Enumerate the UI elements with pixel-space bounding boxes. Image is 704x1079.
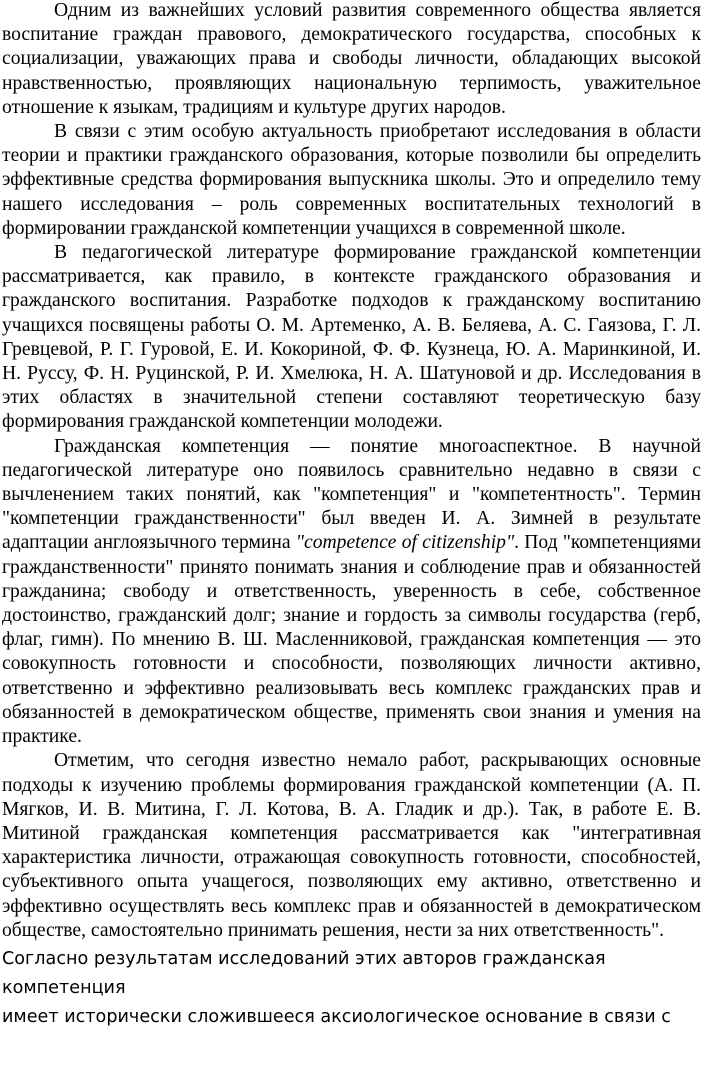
paragraph-literature-review: В педагогической литературе формирование гражданской компетенции рассматривается, как правило, в контексте гражданского образования и гражданского воспитания. Разработке подходов к гражданскому воспитанию учащихся посвящены работы О. М. Артеменко, А. В. Беляева, А. С. Гаязова, Г. Л. Гревцевой, Р. Г. Гуровой, Е. И. Кокориной, Ф. Ф. Кузнеца, Ю. А. Маринкиной, И. Н. Руссу, Ф. Н. Руцинской, Р. И. Хмелюка, Н. А. Шатуновой и др. Исследования в этих областях в значительной степени составляют теоретическую базу формирования гражданской компетенции молодежи.	[2, 242, 701, 433]
closing-line-2: имеет исторически сложившееся аксиологическое основание в связи с	[2, 1006, 671, 1027]
paragraph-intro: Одним из важнейших условий развития современного общества является воспитание граждан правового, демократического государства, способных к социализации, уважающих права и свободы личности, обладающих высокой нравственностью, проявляющих национальную терпимость, уважительное отношение к языкам, традициям и культуре других народов.	[2, 0, 701, 118]
english-term: "competence of citizenship"	[295, 532, 515, 554]
paragraph-approaches: Отметим, что сегодня известно немало работ, раскрывающих основные подходы к изучению проблемы формирования гражданской компетенции (А. П. Мягков, И. В. Митина, Г. Л. Котова, В. А. Гладик и др.). Так, в работе Е. В. Митиной гражданская компетенция рассматривается как "интегративная характеристика личности, отражающая совокупность готовности, способностей, субъективного опыта учащегося, позволяющих ему активно, ответственно и эффективно осуществлять весь комплекс прав и обязанностей в демократическом обществе, самостоятельно принимать решения, нести за них ответственность".	[2, 750, 701, 941]
paragraph-text-after-term: . Под "компетенциями гражданственности" принято понимать знания и соблюдение прав и обязанностей гражданина; свободу и ответственность, уверенность в себе, собственное достоинство, гражданский долг; знание и гордость за символы государства (герб, флаг, гимн). По мнению В. Ш. Масленниковой, гражданская компетенция — это совокупность готовности и способности, позволяющих личности активно, ответственно и эффективно реализовывать весь комплекс гражданских прав и обязанностей в демократическом обществе, применять свои знания и умения на практике.	[2, 532, 701, 748]
closing-lines	[2, 945, 701, 1032]
paragraph-text-before-term: Гражданская компетенция — понятие многоаспектное. В научной педагогической литературе оно появилось сравнительно недавно в связи с вычленением таких понятий, как "компетенция" и "компетентность". Термин "компетенции гражданственности" был введен И. А. Зимней в результате адаптации англоязычного термина	[2, 435, 701, 554]
paragraph-civic-competence-definition	[2, 435, 701, 750]
paragraph-research-topic: В связи с этим особую актуальность приобретают исследования в области теории и практики гражданского образования, которые позволили бы определить эффективные средства формирования выпускника школы. Это и определило тему нашего исследования – роль современных воспитательных технологий в формировании гражданской компетенции учащихся в современной школе.	[2, 121, 701, 239]
closing-line-1: Согласно результатам исследований этих авторов гражданская компетенция	[2, 948, 606, 998]
